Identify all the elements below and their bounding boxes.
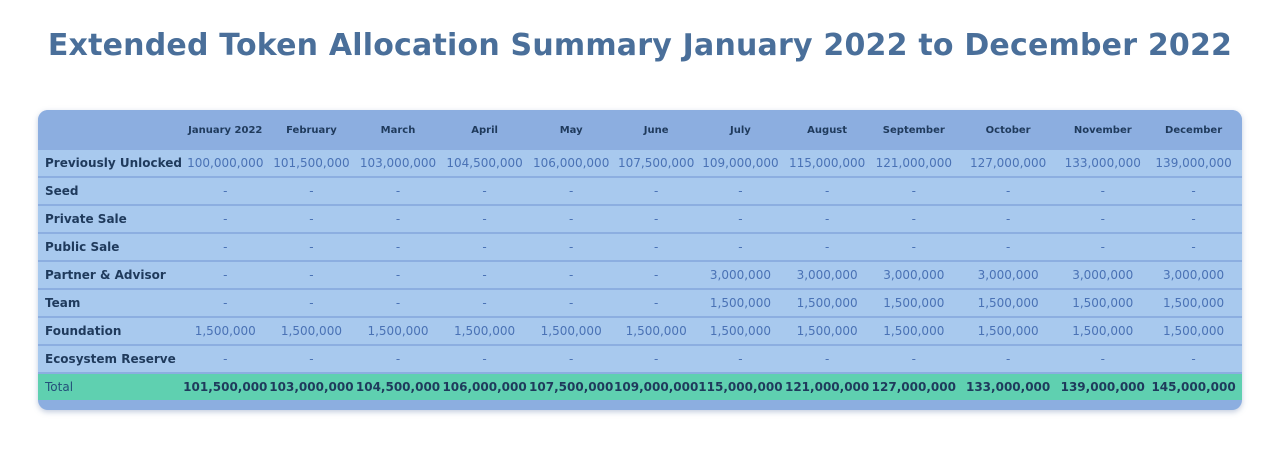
table-cell: -: [1145, 234, 1242, 262]
total-cell: 106,000,000: [441, 374, 528, 400]
table-row: [38, 234, 1242, 262]
table-cell: 1,500,000: [1060, 318, 1145, 346]
table-cell: -: [1145, 346, 1242, 374]
table-cell: -: [183, 178, 268, 206]
table-cell: -: [268, 346, 355, 374]
table-cell: -: [698, 178, 782, 206]
column-header: November: [1060, 110, 1145, 150]
table-cell: -: [783, 346, 872, 374]
table-cell: -: [528, 290, 614, 318]
table-cell: -: [1145, 178, 1242, 206]
row-label: Seed: [38, 178, 183, 206]
table-cell: 103,000,000: [355, 150, 441, 178]
table-cell: -: [355, 290, 441, 318]
total-cell: 109,000,000: [614, 374, 698, 400]
table-cell: 1,500,000: [783, 318, 872, 346]
table-cell: 1,500,000: [698, 290, 782, 318]
table-row: [38, 318, 1242, 346]
column-header: October: [956, 110, 1060, 150]
table-cell: 1,500,000: [614, 318, 698, 346]
table-cell: 1,500,000: [1145, 318, 1242, 346]
table-cell: -: [872, 178, 956, 206]
table-cell: 133,000,000: [1060, 150, 1145, 178]
table-cell: -: [268, 206, 355, 234]
total-cell: 127,000,000: [872, 374, 956, 400]
table-cell: 106,000,000: [528, 150, 614, 178]
column-header: September: [872, 110, 956, 150]
table-cell: -: [268, 234, 355, 262]
row-label: Public Sale: [38, 234, 183, 262]
table-cell: 101,500,000: [268, 150, 355, 178]
table-cell: 1,500,000: [528, 318, 614, 346]
table-cell: -: [355, 234, 441, 262]
table-cell: 1,500,000: [1060, 290, 1145, 318]
table-cell: -: [872, 206, 956, 234]
table-cell: -: [528, 346, 614, 374]
table-cell: -: [872, 234, 956, 262]
table-cell: -: [956, 178, 1060, 206]
total-cell: 139,000,000: [1060, 374, 1145, 400]
table-cell: -: [872, 346, 956, 374]
row-label: Private Sale: [38, 206, 183, 234]
table-cell: 1,500,000: [355, 318, 441, 346]
table-cell: -: [1060, 178, 1145, 206]
table-cell: 115,000,000: [783, 150, 872, 178]
table-cell: -: [528, 206, 614, 234]
column-header: May: [528, 110, 614, 150]
table-cell: -: [956, 346, 1060, 374]
table-cell: -: [268, 262, 355, 290]
table-cell: -: [614, 178, 698, 206]
total-cell: 145,000,000: [1145, 374, 1242, 400]
table-cell: 3,000,000: [956, 262, 1060, 290]
table-cell: -: [956, 234, 1060, 262]
column-header: June: [614, 110, 698, 150]
total-row: [38, 374, 1242, 400]
table-cell: 1,500,000: [698, 318, 782, 346]
table-cell: 121,000,000: [872, 150, 956, 178]
allocation-table-container: [38, 110, 1242, 410]
table-cell: -: [441, 206, 528, 234]
total-cell: 133,000,000: [956, 374, 1060, 400]
table-cell: -: [698, 346, 782, 374]
row-label: Previously Unlocked: [38, 150, 183, 178]
table-cell: -: [698, 234, 782, 262]
table-cell: 1,500,000: [872, 318, 956, 346]
column-header: February: [268, 110, 355, 150]
column-header: March: [355, 110, 441, 150]
table-cell: -: [183, 262, 268, 290]
total-cell: 101,500,000: [183, 374, 268, 400]
table-cell: -: [614, 290, 698, 318]
row-label: Ecosystem Reserve: [38, 346, 183, 374]
table-cell: 1,500,000: [183, 318, 268, 346]
table-cell: -: [783, 206, 872, 234]
table-cell: -: [355, 206, 441, 234]
table-cell: 1,500,000: [441, 318, 528, 346]
table-cell: 139,000,000: [1145, 150, 1242, 178]
table-cell: 3,000,000: [1060, 262, 1145, 290]
table-cell: -: [268, 290, 355, 318]
table-cell: 3,000,000: [1145, 262, 1242, 290]
table-row: [38, 346, 1242, 374]
table-cell: -: [441, 262, 528, 290]
total-cell: 104,500,000: [355, 374, 441, 400]
table-cell: -: [183, 206, 268, 234]
total-label: Total: [38, 374, 183, 400]
column-header: January 2022: [183, 110, 268, 150]
table-cell: -: [783, 178, 872, 206]
header-corner-cell: [38, 110, 183, 150]
total-cell: 103,000,000: [268, 374, 355, 400]
table-cell: -: [614, 262, 698, 290]
table-cell: 3,000,000: [698, 262, 782, 290]
page-title: Extended Token Allocation Summary January 2022 to December 2022: [47, 28, 1233, 63]
table-row: [38, 206, 1242, 234]
table-cell: -: [528, 178, 614, 206]
total-cell: 121,000,000: [783, 374, 872, 400]
table-row: [38, 178, 1242, 206]
row-label: Partner & Advisor: [38, 262, 183, 290]
table-cell: -: [698, 206, 782, 234]
table-cell: -: [183, 290, 268, 318]
table-cell: -: [441, 234, 528, 262]
table-cell: -: [783, 234, 872, 262]
table-cell: -: [355, 262, 441, 290]
table-cell: -: [183, 234, 268, 262]
table-cell: -: [268, 178, 355, 206]
table-cell: 3,000,000: [783, 262, 872, 290]
table-header-row: [38, 110, 1242, 150]
column-header: April: [441, 110, 528, 150]
table-cell: -: [956, 206, 1060, 234]
table-cell: -: [441, 346, 528, 374]
column-header: August: [783, 110, 872, 150]
table-cell: -: [528, 234, 614, 262]
table-cell: 1,500,000: [872, 290, 956, 318]
table-row: [38, 150, 1242, 178]
table-cell: -: [614, 206, 698, 234]
table-cell: -: [1145, 206, 1242, 234]
table-cell: 100,000,000: [183, 150, 268, 178]
column-header: July: [698, 110, 782, 150]
table-cell: -: [614, 346, 698, 374]
table-cell: -: [441, 178, 528, 206]
table-row: [38, 290, 1242, 318]
table-cell: 109,000,000: [698, 150, 782, 178]
table-row: [38, 262, 1242, 290]
table-cell: -: [1060, 346, 1145, 374]
table-cell: 1,500,000: [783, 290, 872, 318]
table-cell: -: [355, 346, 441, 374]
total-cell: 115,000,000: [698, 374, 782, 400]
column-header: December: [1145, 110, 1242, 150]
allocation-table: [38, 110, 1242, 400]
table-cell: 104,500,000: [441, 150, 528, 178]
table-cell: 127,000,000: [956, 150, 1060, 178]
row-label: Foundation: [38, 318, 183, 346]
table-cell: -: [528, 262, 614, 290]
table-cell: 1,500,000: [956, 318, 1060, 346]
table-cell: 1,500,000: [956, 290, 1060, 318]
table-cell: -: [183, 346, 268, 374]
table-cell: -: [614, 234, 698, 262]
table-cell: -: [1060, 206, 1145, 234]
table-cell: 1,500,000: [268, 318, 355, 346]
table-cell: -: [441, 290, 528, 318]
row-label: Team: [38, 290, 183, 318]
table-cell: -: [1060, 234, 1145, 262]
table-cell: -: [355, 178, 441, 206]
table-cell: 1,500,000: [1145, 290, 1242, 318]
total-cell: 107,500,000: [528, 374, 614, 400]
table-cell: 3,000,000: [872, 262, 956, 290]
table-cell: 107,500,000: [614, 150, 698, 178]
